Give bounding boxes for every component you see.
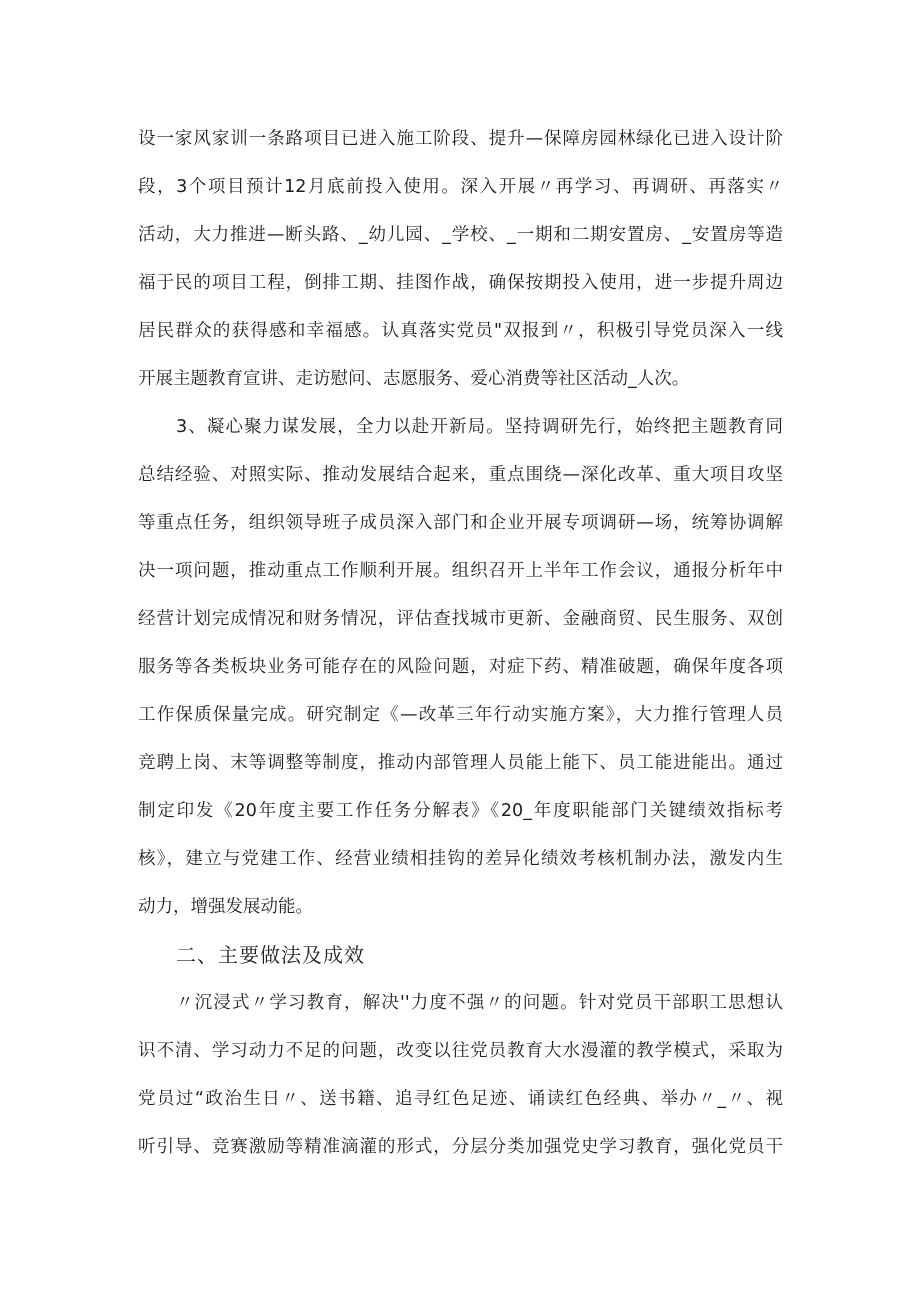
text-line: 开展主题教育宣讲、走访慰问、志愿服务、爱心消费等社区活动_人次。 [138,369,690,389]
text-line: 居民群众的获得感和幸福感。认真落实党员"双报到〃，积极引导党员深入一线 [138,321,783,341]
text-line: 服务等各类板块业务可能存在的风险问题，对症下药、精准破题，确保年度各项 [138,657,783,677]
text-line: 党员过“政治生日〃、送书籍、追寻红色足迹、诵读红色经典、举办〃_〃、视 [138,1089,783,1109]
text-line: 总结经验、对照实际、推动发展结合起来，重点围绕—深化改革、重大项目攻坚 [138,465,783,485]
text-line: 段，3个项目预计12月底前投入使用。深入开展〃再学习、再调研、再落实〃 [138,177,783,197]
text-line: 制定印发《20年度主要工作任务分解表》《20_年度职能部门关键绩效指标考 [138,801,783,821]
text-line: 经营计划完成情况和财务情况，评估查找城市更新、金融商贸、民生服务、双创 [138,609,783,629]
section-heading: 二、主要做法及成效 [176,943,365,967]
text-line: 竞聘上岗、末等调整等制度，推动内部管理人员能上能下、员工能进能出。通过 [138,753,783,773]
text-line: 活动，大力推进—断头路、_幼儿园、_学校、_一期和二期安置房、_安置房等造 [138,225,783,245]
text-line: 等重点任务，组织领导班子成员深入部门和企业开展专项调研—场，统筹协调解 [138,513,783,533]
text-line: 动力，增强发展动能。 [138,897,313,917]
text-line: 〃沉浸式〃学习教育，解决''力度不强〃的问题。针对党员干部职工思想认 [176,993,783,1013]
text-line: 福于民的项目工程，倒排工期、挂图作战，确保按期投入使用，进一步提升周边 [138,273,783,293]
text-line: 听引导、竞赛激励等精准滴灌的形式，分层分类加强党史学习教育，强化党员干 [138,1137,783,1157]
text-line: 3、凝心聚力谋发展，全力以赴开新局。坚持调研先行，始终把主题教育同 [176,417,783,437]
text-line: 工作保质保量完成。研究制定《—改革三年行动实施方案》，大力推行管理人员 [138,705,783,725]
text-line: 决一项问题，推动重点工作顺利开展。组织召开上半年工作会议，通报分析年中 [138,561,783,581]
text-line: 核》，建立与党建工作、经营业绩相挂钩的差异化绩效考核机制办法，激发内生 [138,849,783,869]
text-line: 识不清、学习动力不足的问题，改变以往党员教育大水漫灌的教学模式，采取为 [138,1041,783,1061]
text-line: 设一家风家训一条路项目已进入施工阶段、提升—保障房园林绿化已进入设计阶 [138,129,783,149]
